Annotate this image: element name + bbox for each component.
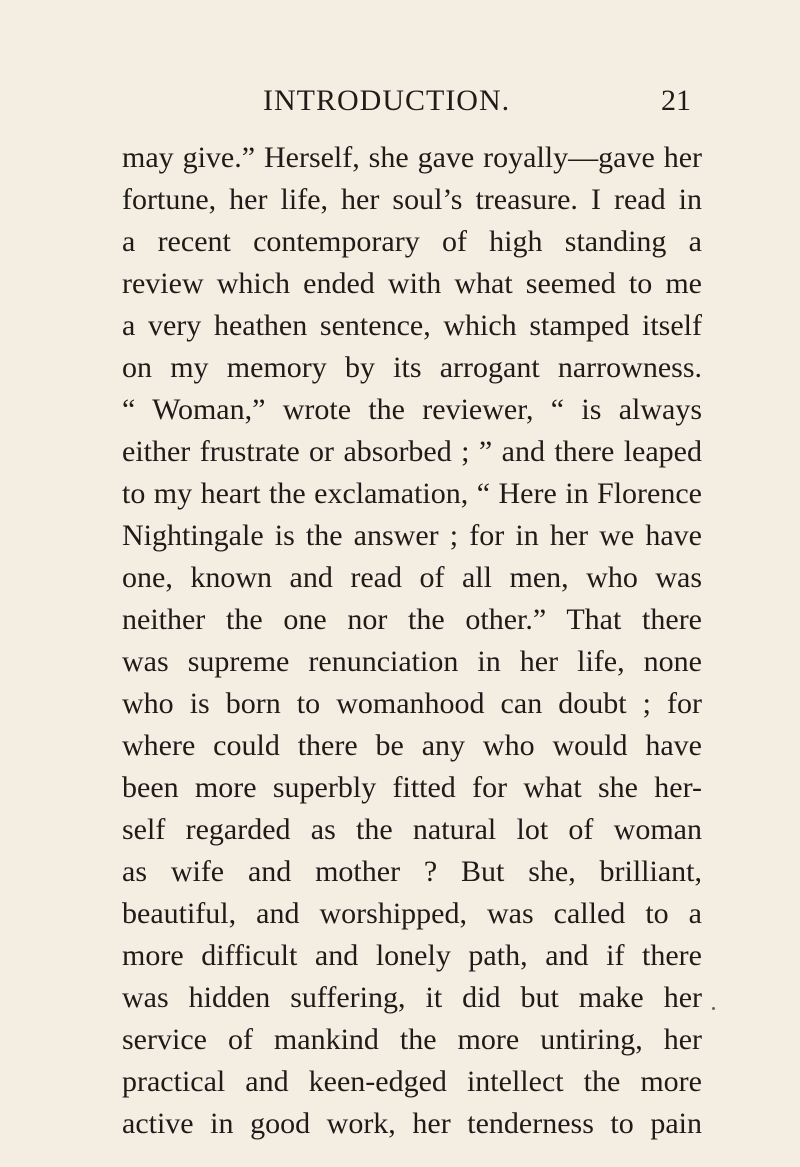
text-line: more difficult and lonely path, and if there — [122, 939, 702, 972]
text-line: was supreme renunciation in her life, none — [122, 645, 702, 678]
text-line: where could there be any who would have — [122, 729, 702, 762]
text-line: on my memory by its arrogant narrowness. — [122, 351, 702, 384]
text-line: “ Woman,” wrote the reviewer, “ is always — [122, 393, 702, 426]
text-line: neither the one nor the other.” That there — [122, 603, 702, 636]
text-line: Nightingale is the answer ; for in her we have — [122, 519, 702, 552]
text-line: fortune, her life, her soul’s treasure. I read in — [122, 183, 702, 216]
text-line: a recent contemporary of high standing a — [122, 225, 702, 258]
text-line: active in good work, her tenderness to pain — [122, 1107, 702, 1140]
text-line: been more superbly fitted for what she her- — [122, 771, 702, 804]
text-line: as wife and mother ? But she, brilliant, — [122, 855, 702, 888]
text-line: may give.” Herself, she gave royally—gave her — [122, 141, 702, 174]
text-line: either frustrate or absorbed ; ” and there leaped — [122, 435, 702, 468]
page-number: 21 — [661, 84, 691, 117]
text-line: beautiful, and worshipped, was called to a — [122, 897, 702, 930]
text-line: who is born to womanhood can doubt ; for — [122, 687, 702, 720]
chapter-title: INTRODUCTION. — [263, 84, 511, 117]
text-line: practical and keen-edged intellect the more — [122, 1065, 702, 1098]
text-line: a very heathen sentence, which stamped itself — [122, 309, 702, 342]
text-line: to my heart the exclamation, “ Here in Florence — [122, 477, 702, 510]
text-line: one, known and read of all men, who was — [122, 561, 702, 594]
ink-speck — [712, 1007, 715, 1010]
text-line: service of mankind the more untiring, her — [122, 1023, 702, 1056]
text-line: was hidden suffering, it did but make her — [122, 981, 702, 1014]
text-line: self regarded as the natural lot of woman — [122, 813, 702, 846]
text-line: review which ended with what seemed to me — [122, 267, 702, 300]
